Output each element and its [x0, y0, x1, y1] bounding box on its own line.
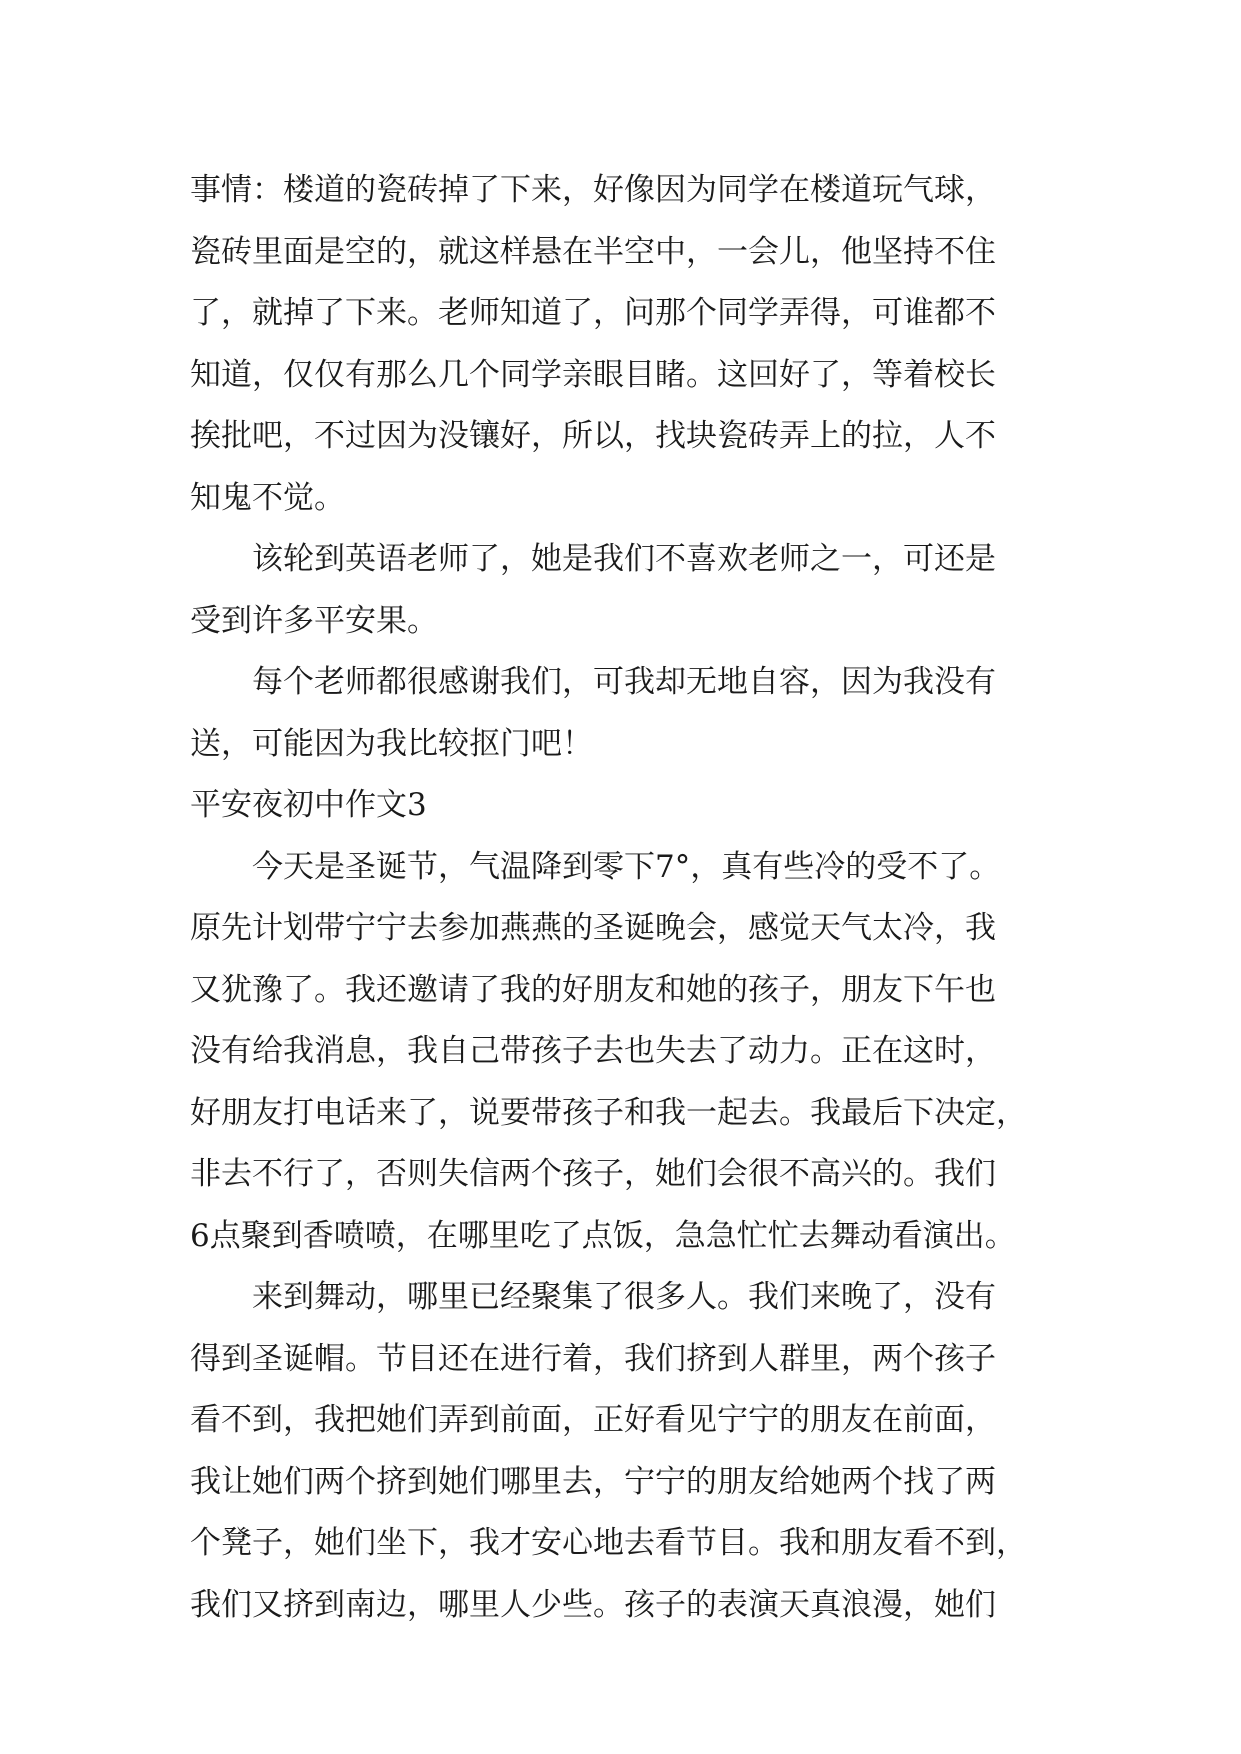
- text-line: 得到圣诞帽。节目还在进行着，我们挤到人群里，两个孩子: [190, 1340, 996, 1377]
- text-line: 知鬼不觉。: [190, 479, 345, 516]
- text-line: 又犹豫了。我还邀请了我的好朋友和她的孩子，朋友下午也: [190, 971, 996, 1008]
- text-line: 受到许多平安果。: [190, 602, 438, 639]
- text-line: 挨批吧，不过因为没镶好，所以，找块瓷砖弄上的拉，人不: [190, 418, 996, 454]
- text-line: 送，可能因为我比较抠门吧！: [190, 725, 593, 762]
- text-line: 好朋友打电话来了，说要带孩子和我一起去。我最后下决定，: [190, 1094, 1027, 1131]
- text-line: 个凳子，她们坐下，我才安心地去看节目。我和朋友看不到，: [190, 1525, 1027, 1561]
- text-line: 非去不行了，否则失信两个孩子，她们会很不高兴的。我们: [190, 1156, 996, 1192]
- paragraph-start-line: 每个老师都很感谢我们，可我却无地自容，因为我没有: [252, 664, 996, 700]
- text-line: 知道，仅仅有那么几个同学亲眼目睹。这回好了，等着校长: [190, 356, 996, 393]
- document-body: [190, 160, 1070, 1636]
- text-line: 我让她们两个挤到她们哪里去，宁宁的朋友给她两个找了两: [190, 1463, 996, 1500]
- section-heading: 平安夜初中作文3: [190, 787, 427, 823]
- paragraph-start-line: 今天是圣诞节，气温降到零下7°，真有些冷的受不了。: [252, 848, 1001, 885]
- text-line: 原先计划带宁宁去参加燕燕的圣诞晚会，感觉天气太冷，我: [190, 910, 996, 946]
- text-line: 事情：楼道的瓷砖掉了下来，好像因为同学在楼道玩气球，: [190, 172, 996, 208]
- text-line: 我们又挤到南边，哪里人少些。孩子的表演天真浪漫，她们: [190, 1586, 996, 1623]
- text-line: 瓷砖里面是空的，就这样悬在半空中，一会儿，他坚持不住: [190, 233, 996, 270]
- text-line: 看不到，我把她们弄到前面，正好看见宁宁的朋友在前面，: [190, 1402, 996, 1438]
- paragraph-start-line: 来到舞动，哪里已经聚集了很多人。我们来晚了，没有: [252, 1279, 996, 1315]
- text-line: 了，就掉了下来。老师知道了，问那个同学弄得，可谁都不: [190, 295, 996, 331]
- text-line: 没有给我消息，我自己带孩子去也失去了动力。正在这时，: [190, 1033, 996, 1069]
- paragraph-start-line: 该轮到英语老师了，她是我们不喜欢老师之一，可还是: [252, 541, 996, 577]
- text-line: 6点聚到香喷喷，在哪里吃了点饭，急急忙忙去舞动看演出。: [190, 1217, 1016, 1254]
